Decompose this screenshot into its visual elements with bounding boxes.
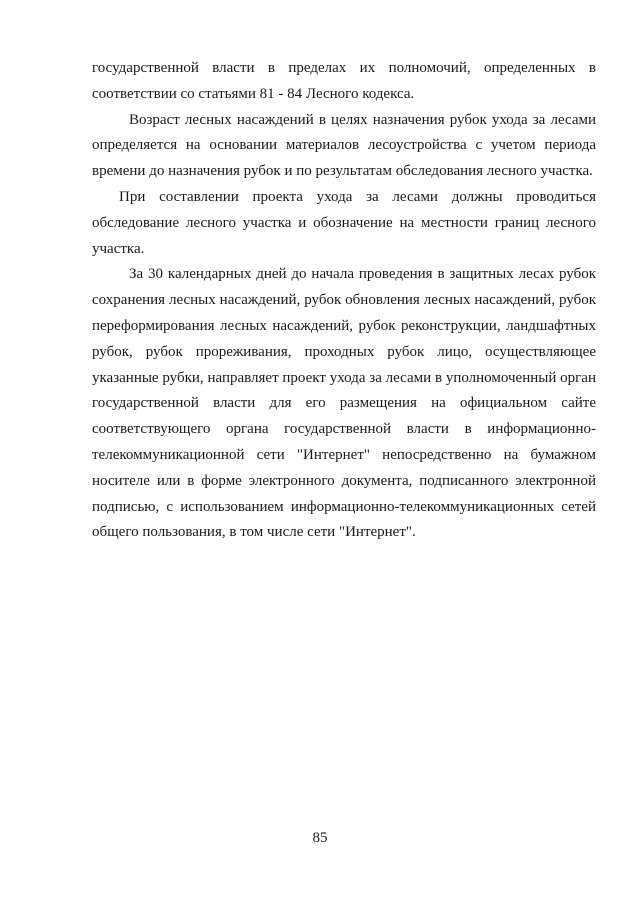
body-text [92,56,596,546]
paragraph-forest-age: Возраст лесных насаждений в целях назначения рубок ухода за лесами определяется на основании материалов лесоустройства с учетом периода времени до назначения рубок и по результатам обследования лесного участка. [92,111,596,180]
page-number: 85 [312,830,328,846]
paragraph-project-survey: При составлении проекта ухода за лесами должны проводиться обследование лесного участка и обозначение на местности границ лесного участка. [92,188,596,257]
paragraph-continuation: государственной власти в пределах их полномочий, определенных в соответствии со статьями 81 - 84 Лесного кодекса. [92,60,596,102]
paragraph-project-submission: За 30 календарных дней до начала проведения в защитных лесах рубок сохранения лесных насаждений, рубок обновления лесных насаждений, рубок переформирования лесных насаждений, рубок реконструкции, ландшафтных рубок, рубок прореживания, проходных рубок лицо, осуществляющее указанные рубки, направляет проект ухода за лесами в уполномоченный орган государственной власти для его размещения на официальном сайте соответствующего органа государственной власти в информационно-телекоммуникационной сети "Интернет" непосредственно на бумажном носителе или в форме электронного документа, подписанного электронной подписью, с использованием информационно-телекоммуникационных сетей общего пользования, в том числе сети "Интернет". [92,266,596,541]
